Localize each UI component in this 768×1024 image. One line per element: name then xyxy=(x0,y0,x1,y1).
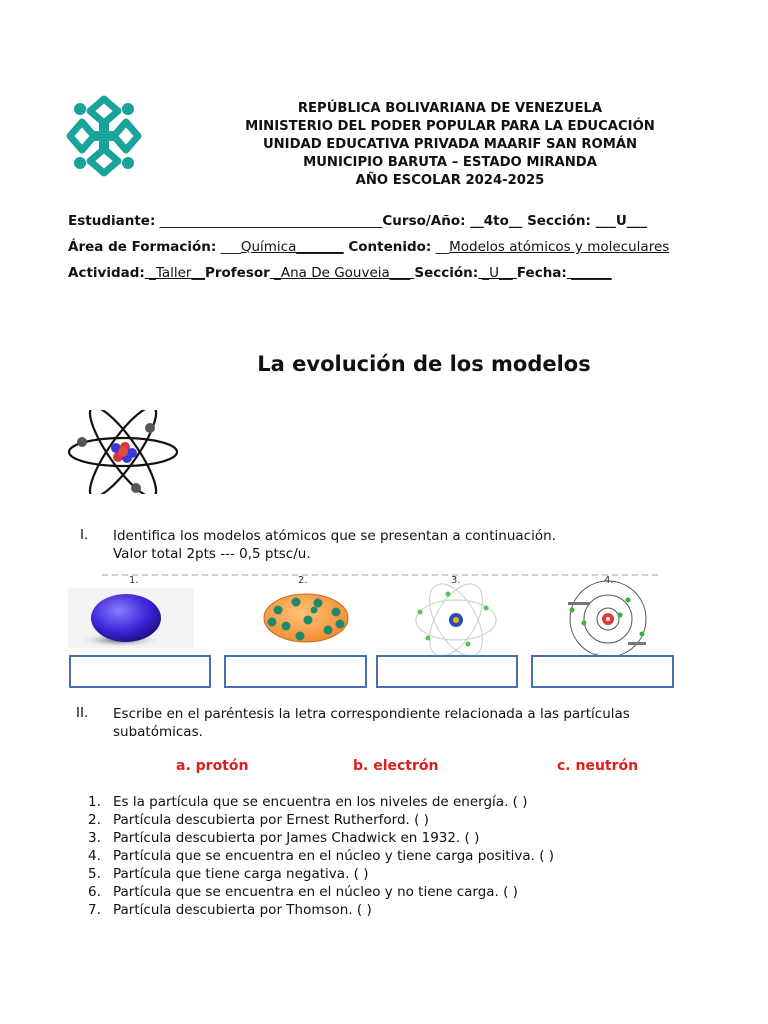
answer-box-2[interactable] xyxy=(224,655,367,688)
question-text: Partícula que tiene carga negativa. ( ) xyxy=(113,866,369,882)
question-text: Partícula que se encuentra en el núcleo y no tiene carga. ( ) xyxy=(113,884,518,900)
option-electron: b. electrón xyxy=(353,758,439,774)
header-line: MINISTERIO DEL PODER POPULAR PARA LA EDUCACIÓN xyxy=(245,119,655,134)
date-label: Fecha: xyxy=(516,265,567,281)
list-item xyxy=(88,883,554,901)
instruction-line: Identifica los modelos atómicos que se presentan a continuación. xyxy=(113,528,556,544)
student-field: _________________________________ xyxy=(155,213,383,229)
question-text: Partícula descubierta por Thomson. ( ) xyxy=(113,902,372,918)
question-text: Partícula que se encuentra en el núcleo y tiene carga positiva. ( ) xyxy=(113,848,555,864)
content-field-pre: __ xyxy=(431,239,450,255)
list-item xyxy=(88,829,554,847)
course-label: Curso/Año: xyxy=(382,213,466,229)
list-item xyxy=(88,901,554,919)
section2-label: Sección: xyxy=(414,265,479,281)
header-line: AÑO ESCOLAR 2024-2025 xyxy=(355,173,545,188)
list-item xyxy=(88,847,554,865)
content-label: Contenido: xyxy=(343,239,432,255)
area-field: Química_______ xyxy=(240,239,344,255)
school-logo xyxy=(66,95,142,177)
area-label: Área de Formación: xyxy=(68,239,217,255)
student-label: Estudiante: xyxy=(68,213,156,229)
model-number-2: 2. xyxy=(298,575,308,586)
teacher-label: Profesor xyxy=(204,265,270,281)
course-field: __4to__ xyxy=(465,213,528,229)
option-proton: a. protón xyxy=(176,758,249,774)
option-neutron: c. neutrón xyxy=(557,758,639,774)
area-field-pre: ___ xyxy=(216,239,241,255)
question-number: 1. xyxy=(88,794,101,810)
question-number: 2. xyxy=(88,812,101,828)
question-number: 7. xyxy=(88,902,101,918)
list-item xyxy=(88,811,554,829)
answer-box-1[interactable] xyxy=(69,655,211,688)
instruction-line: Escribe en el paréntesis la letra correspondiente relacionada a las partículas xyxy=(113,706,630,722)
model-number-3: 3. xyxy=(451,575,461,586)
model-number-4: 4. xyxy=(604,575,614,586)
answer-box-3[interactable] xyxy=(376,655,518,688)
header-line: MUNICIPIO BARUTA – ESTADO MIRANDA xyxy=(303,155,597,170)
section-1-instructions xyxy=(113,527,556,563)
section-number: I. xyxy=(80,527,89,543)
teacher-field: _Ana De Gouveia___ xyxy=(269,265,415,281)
question-number: 4. xyxy=(88,848,101,864)
page-title: La evolución de los modelos xyxy=(257,352,591,376)
instruction-line: Valor total 2pts --- 0,5 ptsc/u. xyxy=(113,546,311,562)
area-info-line xyxy=(68,239,669,255)
content-field: Modelos atómicos y moleculares xyxy=(449,239,670,255)
question-number: 3. xyxy=(88,830,101,846)
answer-box-4[interactable] xyxy=(531,655,674,688)
question-list xyxy=(88,793,554,919)
question-text: Partícula descubierta por Ernest Rutherford. ( ) xyxy=(113,812,429,828)
section-number: II. xyxy=(76,705,89,721)
question-number: 6. xyxy=(88,884,101,900)
question-number: 5. xyxy=(88,866,101,882)
section-2-instructions xyxy=(113,705,630,741)
date-field: ______ xyxy=(566,265,612,281)
header-line: UNIDAD EDUCATIVA PRIVADA MAARIF SAN ROMÁN xyxy=(262,137,638,152)
question-text: Es la partícula que se encuentra en los niveles de energía. ( ) xyxy=(113,794,528,810)
activity-label: Actividad: xyxy=(68,265,145,281)
section2-field: _U__ xyxy=(478,265,517,281)
list-item xyxy=(88,865,554,883)
header-line: REPÚBLICA BOLIVARIANA DE VENEZUELA xyxy=(297,101,603,116)
activity-field: _Taller__ xyxy=(144,265,205,281)
model-number-1: 1. xyxy=(129,575,139,586)
question-text: Partícula descubierta por James Chadwick en 1932. ( ) xyxy=(113,830,480,846)
instruction-line: subatómicas. xyxy=(113,724,203,740)
student-info-line xyxy=(68,213,647,229)
activity-info-line xyxy=(68,265,612,281)
school-header xyxy=(230,100,670,190)
section-label: Sección: xyxy=(527,213,591,229)
list-item xyxy=(88,793,554,811)
section-field: ___U___ xyxy=(590,213,648,229)
atom-icon xyxy=(66,410,180,494)
